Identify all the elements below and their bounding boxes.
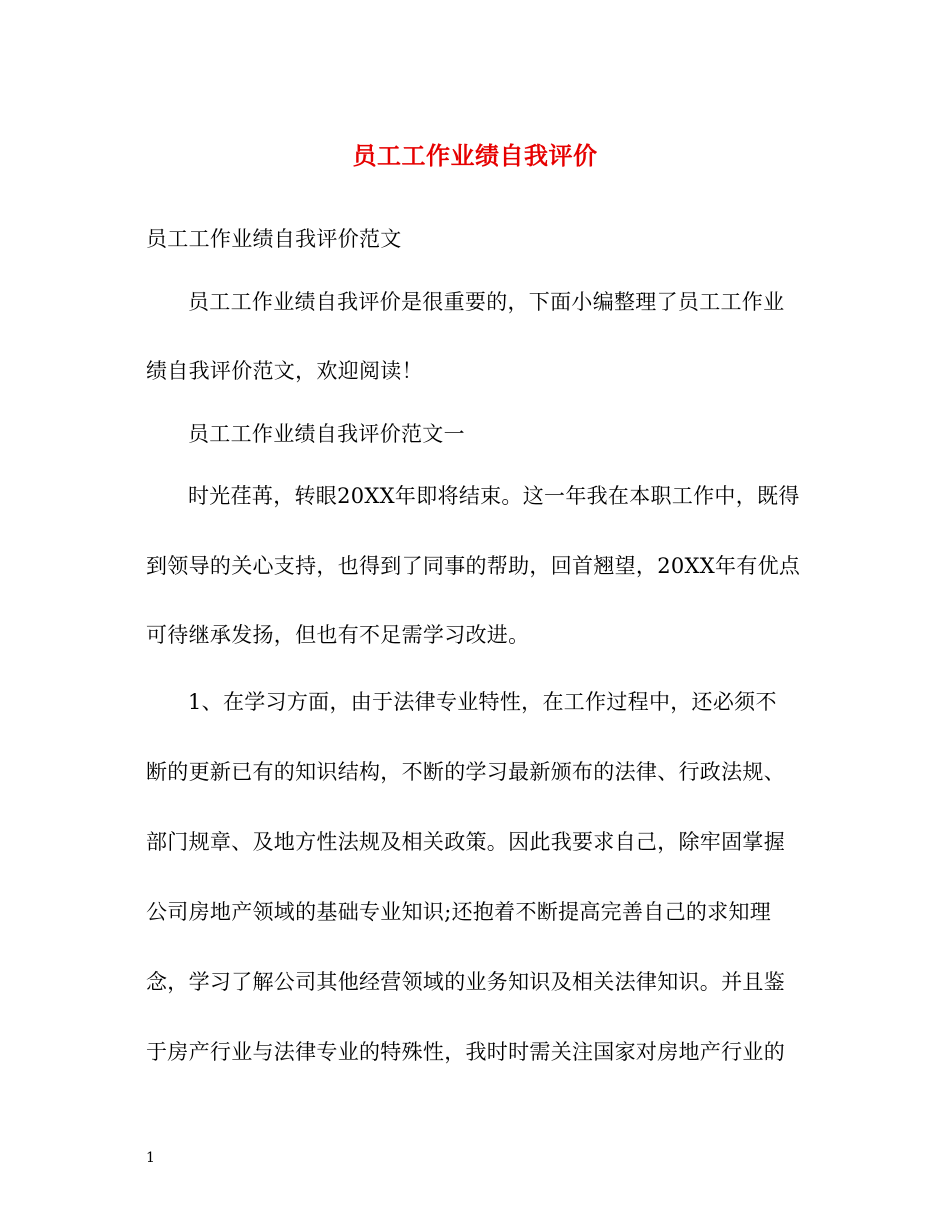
- text-line: 念，学习了解公司其他经营领域的业务知识及相关法律知识。并且鉴: [146, 970, 785, 994]
- document-title: 员工工作业绩自我评价: [352, 141, 598, 170]
- text-line: 员工工作业绩自我评价范文一: [188, 422, 465, 446]
- page-number: 1: [146, 1150, 155, 1166]
- text-line: 可待继承发扬，但也有不足需学习改进。: [146, 623, 530, 647]
- text-line: 时光荏苒，转眼20XX年即将结束。这一年我在本职工作中，既得: [188, 484, 800, 508]
- text-line: 1、在学习方面，由于法律专业特性，在工作过程中，还必须不: [188, 690, 777, 714]
- text-line: 绩自我评价范文，欢迎阅读！: [146, 359, 423, 383]
- text-line: 公司房地产领域的基础专业知识;还抱着不断提高完善自己的求知理: [146, 900, 772, 924]
- text-line: 于房产行业与法律专业的特殊性，我时时需关注国家对房地产行业的: [146, 1040, 785, 1064]
- text-line: 断的更新已有的知识结构，不断的学习最新颁布的法律、行政法规、: [146, 760, 785, 784]
- text-line: 部门规章、及地方性法规及相关政策。因此我要求自己，除牢固掌握: [146, 830, 785, 854]
- text-line: 员工工作业绩自我评价是很重要的，下面小编整理了员工工作业: [188, 290, 785, 314]
- text-line: 员工工作业绩自我评价范文: [146, 227, 402, 251]
- text-line: 到领导的关心支持，也得到了同事的帮助，回首翘望，20XX年有优点: [146, 554, 801, 578]
